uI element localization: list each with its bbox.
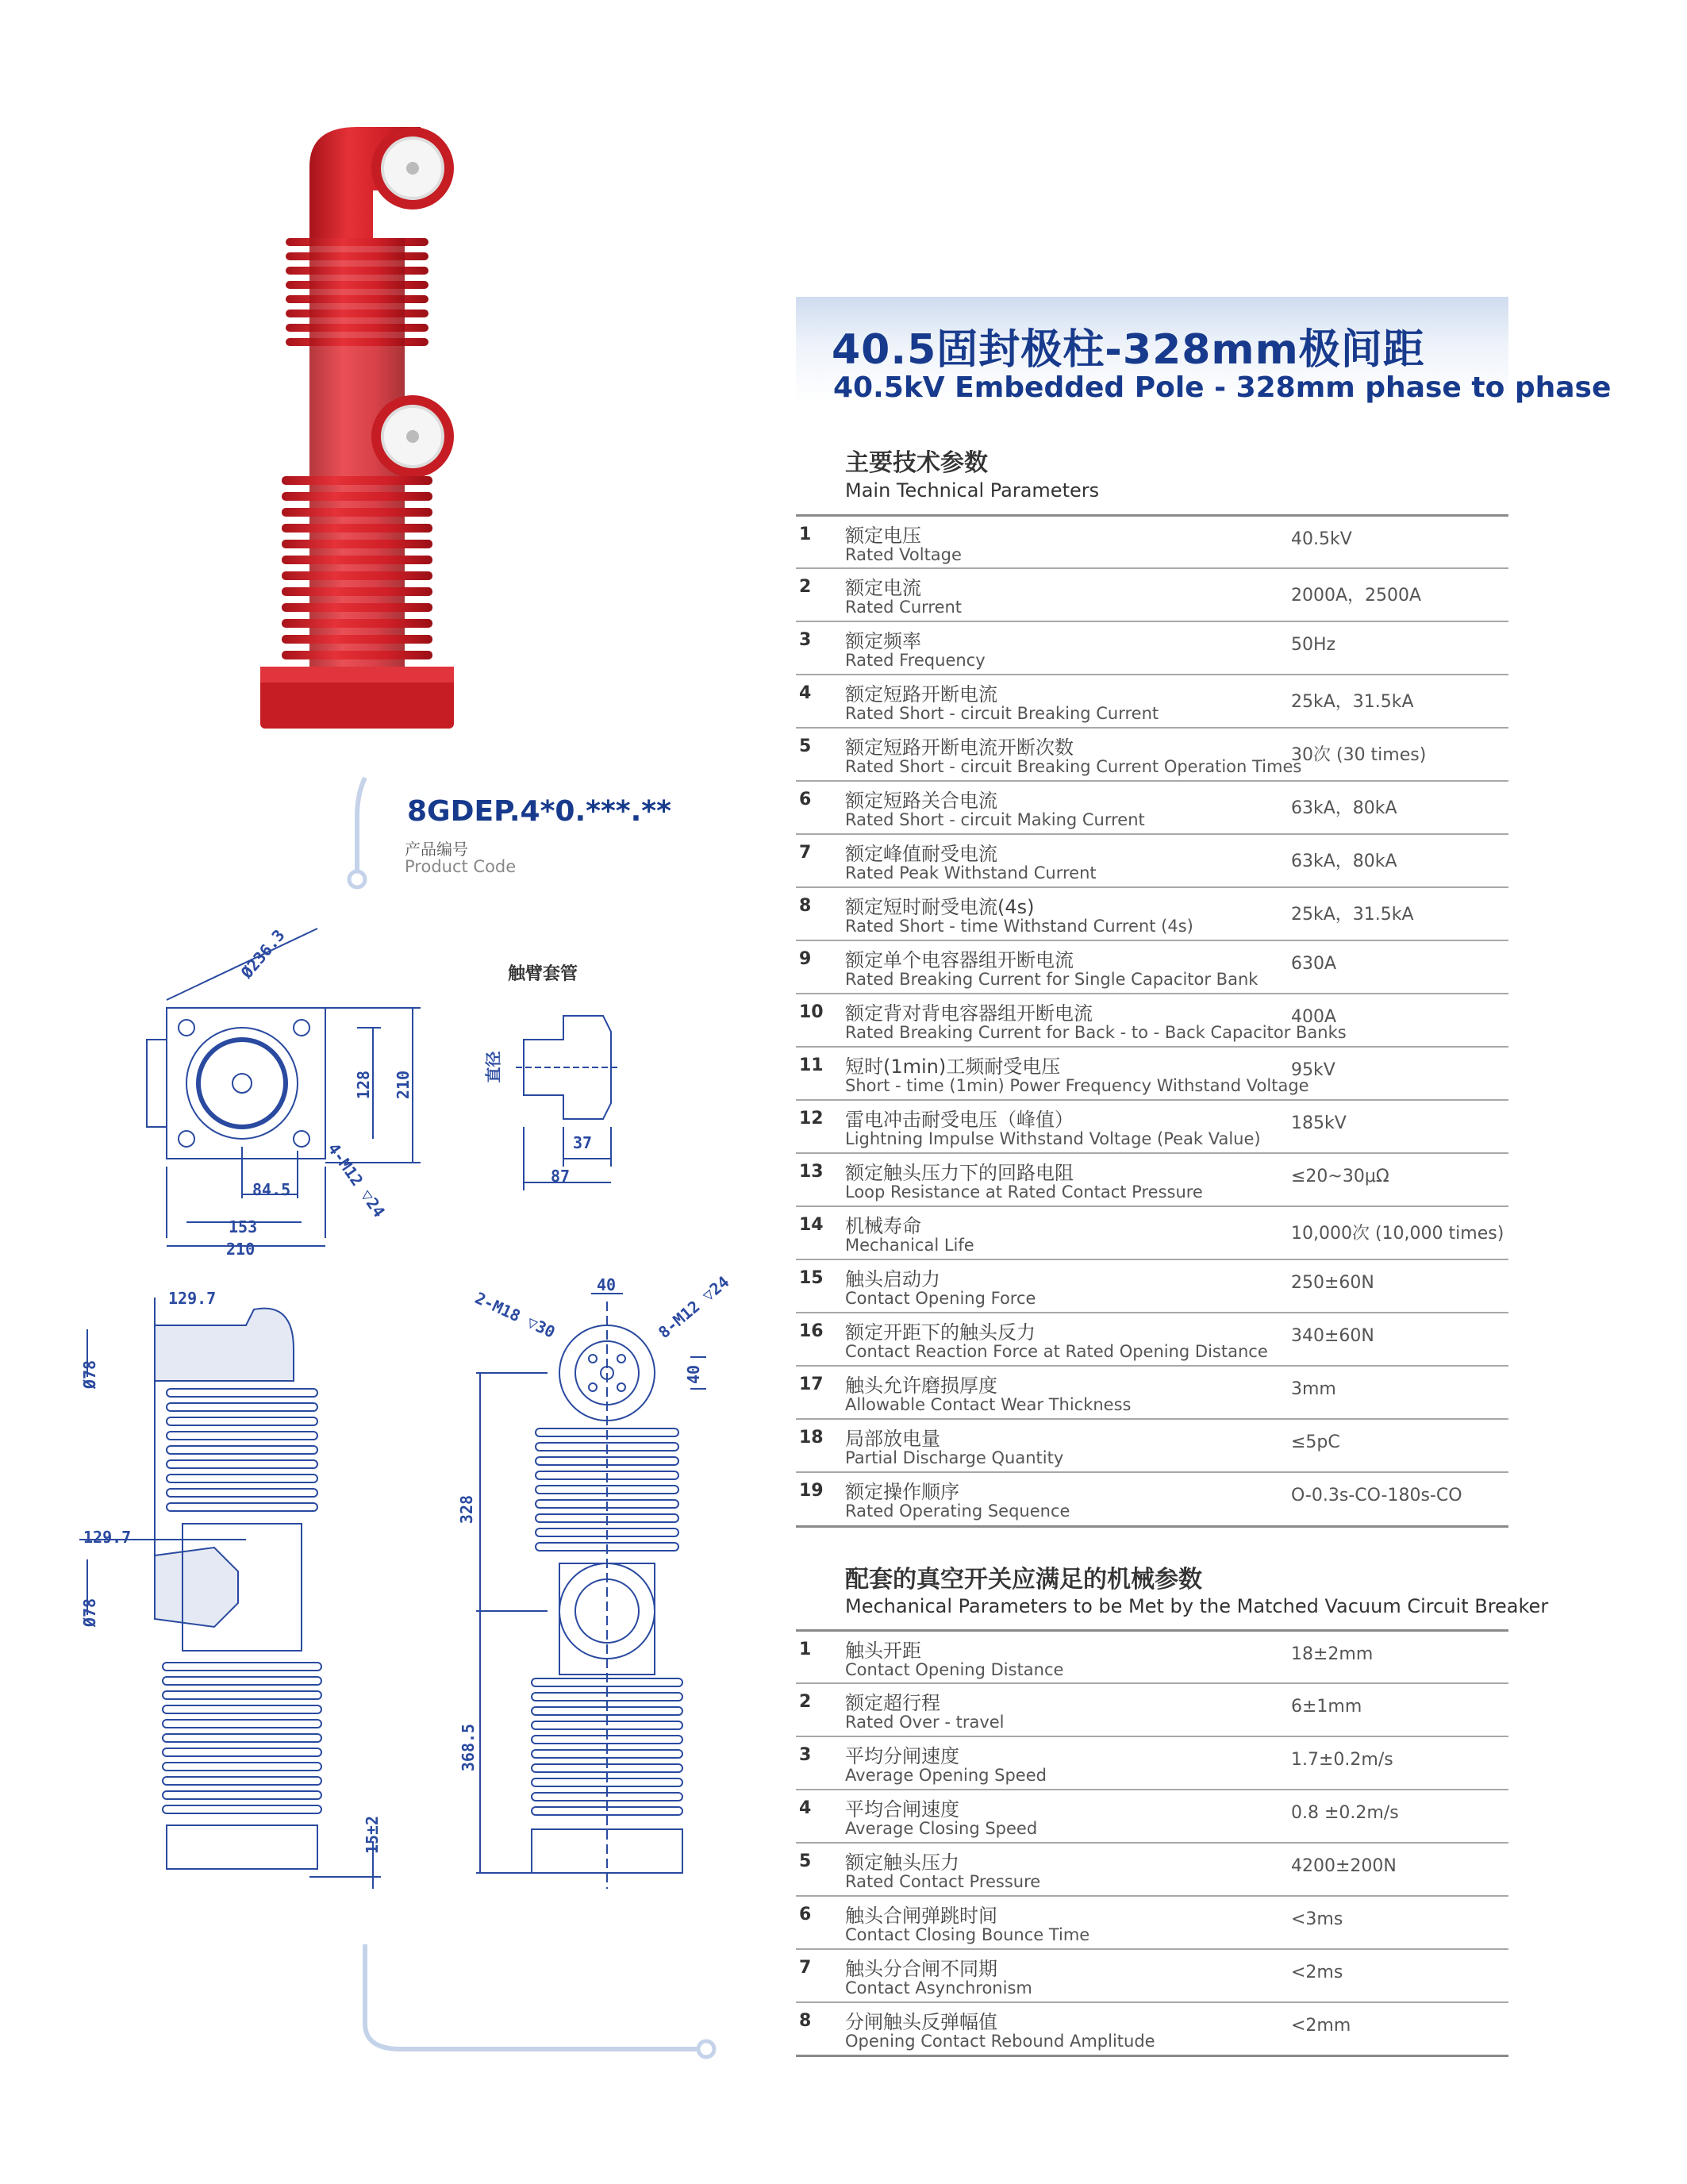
row-value: 50Hz bbox=[1291, 635, 1336, 655]
row-number: 13 bbox=[799, 1162, 824, 1182]
row-value: <2mm bbox=[1291, 2016, 1351, 2036]
row-number: 11 bbox=[799, 1055, 824, 1075]
row-label-cn: 额定背对背电容器组开断电流 bbox=[845, 1002, 1093, 1025]
dim-87: 87 bbox=[551, 1167, 571, 1186]
dim-4-m12: 4-M12 ▽24 bbox=[324, 1139, 390, 1221]
row-number: 2 bbox=[799, 577, 812, 597]
row-number: 5 bbox=[799, 1851, 812, 1871]
table-bottom-rule bbox=[796, 1525, 1508, 1528]
row-number: 1 bbox=[799, 1640, 812, 1659]
row-number: 2 bbox=[799, 1692, 812, 1712]
side-view-drawing bbox=[79, 1286, 397, 1889]
table-row bbox=[796, 1789, 1508, 1842]
mech-params-table bbox=[796, 1629, 1508, 2057]
row-label-cn: 额定短时耐受电流(4s) bbox=[845, 896, 1035, 918]
table-row bbox=[796, 1259, 1508, 1312]
dim-37: 37 bbox=[573, 1133, 593, 1152]
product-code-label-en: Product Code bbox=[405, 857, 517, 876]
table-row bbox=[796, 1895, 1508, 1948]
row-number: 14 bbox=[799, 1215, 824, 1235]
front-view-drawing bbox=[460, 1262, 733, 1889]
row-label-cn: 额定超行程 bbox=[845, 1692, 940, 1714]
table-row bbox=[796, 1736, 1508, 1789]
row-label-cn: 平均分闸速度 bbox=[845, 1745, 959, 1767]
row-label-cn: 额定开距下的触头反力 bbox=[845, 1321, 1036, 1344]
row-value: <2ms bbox=[1291, 1963, 1343, 1982]
bushing-label: 触臂套管 bbox=[508, 964, 578, 984]
row-label-en: Contact Closing Bounce Time bbox=[845, 1925, 1090, 1944]
dim-2-m18: 2-M18 ▽30 bbox=[472, 1288, 559, 1342]
table-row bbox=[796, 1099, 1508, 1152]
row-label-en: Average Closing Speed bbox=[845, 1819, 1038, 1838]
row-label-en: Allowable Contact Wear Thickness bbox=[845, 1395, 1132, 1414]
row-number: 17 bbox=[799, 1375, 824, 1394]
dim-236: Ø236.3 bbox=[236, 925, 289, 982]
row-value: <3ms bbox=[1291, 1909, 1343, 1929]
row-number: 6 bbox=[799, 790, 812, 809]
row-label-cn: 额定短路开断电流 bbox=[845, 683, 997, 706]
row-label-en: Rated Breaking Current for Back - to - Back Capacitor Banks bbox=[845, 1023, 1347, 1042]
table-row bbox=[796, 514, 1508, 567]
row-number: 4 bbox=[799, 683, 812, 703]
table-row bbox=[796, 1152, 1508, 1205]
product-code: 8GDEP.4*0.***.** bbox=[407, 795, 671, 828]
main-params-heading-en: Main Technical Parameters bbox=[845, 479, 1100, 502]
row-number: 16 bbox=[799, 1321, 824, 1341]
table-row bbox=[796, 940, 1508, 993]
row-label-en: Rated Short - circuit Breaking Current Operation Times bbox=[845, 757, 1302, 776]
product-photo bbox=[238, 119, 476, 738]
row-label-cn: 额定短路关合电流 bbox=[845, 790, 997, 812]
row-label-en: Rated Over - travel bbox=[845, 1713, 1005, 1732]
table-row bbox=[796, 833, 1508, 886]
table-row bbox=[796, 780, 1508, 833]
row-label-en: Lightning Impulse Withstand Voltage (Peak Value) bbox=[845, 1129, 1261, 1148]
row-value: 40.5kV bbox=[1291, 529, 1352, 549]
dim-129-7-mid: 129.7 bbox=[83, 1528, 132, 1547]
row-value: ≤20~30μΩ bbox=[1291, 1167, 1389, 1186]
row-number: 3 bbox=[799, 1745, 812, 1765]
row-label-cn: 额定电压 bbox=[845, 525, 921, 547]
dim-210-horizontal: 210 bbox=[226, 1240, 256, 1259]
row-label-en: Rated Contact Pressure bbox=[845, 1872, 1041, 1891]
row-label-cn: 触头开距 bbox=[845, 1640, 921, 1662]
row-label-en: Loop Resistance at Rated Contact Pressure bbox=[845, 1182, 1203, 1202]
table-bottom-rule bbox=[796, 2055, 1508, 2057]
row-value: 3mm bbox=[1291, 1379, 1336, 1399]
dim-153: 153 bbox=[229, 1217, 258, 1236]
row-value: 4200±200N bbox=[1291, 1856, 1397, 1876]
row-value: 340±60N bbox=[1291, 1326, 1374, 1346]
row-number: 15 bbox=[799, 1268, 824, 1288]
row-value: 95kV bbox=[1291, 1060, 1335, 1080]
page-title-en: 40.5kV Embedded Pole - 328mm phase to phase bbox=[833, 371, 1612, 404]
table-row bbox=[796, 621, 1508, 674]
row-number: 4 bbox=[799, 1798, 812, 1818]
row-value: 400A bbox=[1291, 1007, 1337, 1027]
row-label-cn: 额定峰值耐受电流 bbox=[845, 843, 997, 865]
row-number: 10 bbox=[799, 1002, 824, 1022]
dim-129-7-top: 129.7 bbox=[168, 1289, 217, 1308]
table-row bbox=[796, 993, 1508, 1046]
row-label-en: Rated Peak Withstand Current bbox=[845, 863, 1097, 882]
row-value: 6±1mm bbox=[1291, 1697, 1362, 1717]
row-label-en: Rated Current bbox=[845, 598, 963, 617]
row-value: 1.7±0.2m/s bbox=[1291, 1750, 1393, 1770]
row-value: 630A bbox=[1291, 954, 1337, 974]
row-label-cn: 额定电流 bbox=[845, 577, 921, 599]
table-row bbox=[796, 1046, 1508, 1099]
row-label-en: Rated Short - circuit Breaking Current bbox=[845, 704, 1159, 723]
row-label-cn: 额定频率 bbox=[845, 630, 921, 652]
row-number: 1 bbox=[799, 525, 812, 544]
dim-128: 128 bbox=[354, 1070, 374, 1100]
row-label-cn: 平均合闸速度 bbox=[845, 1798, 959, 1821]
row-label-en: Rated Short - circuit Making Current bbox=[845, 810, 1145, 829]
top-view-drawing bbox=[135, 913, 428, 1270]
row-label-en: Rated Operating Sequence bbox=[845, 1502, 1070, 1521]
row-value: 185kV bbox=[1291, 1113, 1347, 1133]
dim-40-top: 40 bbox=[597, 1275, 617, 1294]
row-label-cn: 分闸触头反弹幅值 bbox=[845, 2011, 997, 2033]
row-label-en: Short - time (1min) Power Frequency Withstand Voltage bbox=[845, 1076, 1309, 1095]
table-row bbox=[796, 727, 1508, 780]
main-params-table bbox=[796, 514, 1508, 1528]
row-number: 12 bbox=[799, 1109, 824, 1129]
row-number: 7 bbox=[799, 1958, 812, 1978]
row-number: 5 bbox=[799, 736, 812, 756]
dim-15: 15±2 bbox=[363, 1815, 382, 1855]
row-label-cn: 雷电冲击耐受电压（峰值） bbox=[845, 1109, 1074, 1131]
row-number: 19 bbox=[799, 1481, 824, 1501]
dim-210-vertical: 210 bbox=[394, 1070, 413, 1100]
row-value: 0.8 ±0.2m/s bbox=[1291, 1803, 1399, 1823]
page-title-cn: 40.5固封极柱-328mm极间距 bbox=[832, 326, 1425, 374]
row-label-en: Contact Opening Distance bbox=[845, 1660, 1064, 1679]
row-label-en: Partial Discharge Quantity bbox=[845, 1448, 1064, 1467]
row-number: 8 bbox=[799, 2011, 812, 2031]
table-row bbox=[796, 1471, 1508, 1525]
table-row bbox=[796, 1682, 1508, 1736]
row-value: 30次 (30 times) bbox=[1291, 745, 1427, 765]
table-row bbox=[796, 674, 1508, 727]
table-row bbox=[796, 1312, 1508, 1365]
mech-params-heading-cn: 配套的真空开关应满足的机械参数 bbox=[845, 1566, 1202, 1594]
dim-78-mid: Ø78 bbox=[80, 1598, 100, 1628]
dim-diameter: 直径 bbox=[483, 1051, 503, 1083]
dim-368-5: 368.5 bbox=[459, 1723, 478, 1772]
row-number: 7 bbox=[799, 843, 812, 863]
row-label-cn: 触头允许磨损厚度 bbox=[845, 1375, 997, 1397]
row-label-en: Contact Opening Force bbox=[845, 1289, 1036, 1308]
mech-params-heading-en: Mechanical Parameters to be Met by the Matched Vacuum Circuit Breaker bbox=[845, 1595, 1549, 1617]
row-label-en: Average Opening Speed bbox=[845, 1766, 1047, 1785]
table-row bbox=[796, 567, 1508, 621]
row-label-cn: 额定触头压力下的回路电阻 bbox=[845, 1162, 1074, 1184]
table-row bbox=[796, 1205, 1508, 1259]
row-label-en: Rated Voltage bbox=[845, 545, 962, 564]
row-label-en: Contact Asynchronism bbox=[845, 1978, 1032, 1998]
row-value: 18±2mm bbox=[1291, 1644, 1374, 1664]
row-value: 250±60N bbox=[1291, 1273, 1374, 1293]
row-label-cn: 额定单个电容器组开断电流 bbox=[845, 949, 1074, 971]
main-params-heading-cn: 主要技术参数 bbox=[845, 449, 988, 477]
bushing-drawing bbox=[476, 992, 635, 1190]
row-value: 63kA，80kA bbox=[1291, 852, 1397, 871]
row-label-en: Opening Contact Rebound Amplitude bbox=[845, 2032, 1155, 2051]
dim-40-side: 40 bbox=[684, 1364, 704, 1385]
table-row bbox=[796, 1842, 1508, 1895]
row-label-cn: 机械寿命 bbox=[845, 1215, 921, 1237]
table-row bbox=[796, 1948, 1508, 2001]
row-label-en: Rated Short - time Withstand Current (4s) bbox=[845, 917, 1193, 936]
row-number: 9 bbox=[799, 949, 812, 969]
row-number: 3 bbox=[799, 630, 812, 650]
row-value: 25kA，31.5kA bbox=[1291, 692, 1414, 712]
product-code-label-cn: 产品编号 bbox=[405, 840, 468, 859]
table-row bbox=[796, 1365, 1508, 1418]
code-connector-line bbox=[341, 770, 373, 897]
row-label-cn: 触头启动力 bbox=[845, 1268, 940, 1290]
dim-328: 328 bbox=[457, 1494, 477, 1525]
bottom-connector-line bbox=[349, 1936, 730, 2071]
row-value: 10,000次 (10,000 times) bbox=[1291, 1224, 1504, 1244]
dim-78-top: Ø78 bbox=[80, 1359, 100, 1390]
row-label-cn: 触头合闸弹跳时间 bbox=[845, 1905, 997, 1927]
row-label-en: Contact Reaction Force at Rated Opening Distance bbox=[845, 1342, 1268, 1361]
row-label-cn: 局部放电量 bbox=[845, 1428, 940, 1450]
row-label-cn: 触头分合闸不同期 bbox=[845, 1958, 997, 1980]
row-label-cn: 短时(1min)工频耐受电压 bbox=[845, 1055, 1061, 1078]
table-row bbox=[796, 2001, 1508, 2055]
row-label-en: Rated Breaking Current for Single Capacitor Bank bbox=[845, 970, 1259, 989]
dim-8-m12: 8-M12 ▽24 bbox=[654, 1271, 733, 1343]
row-label-cn: 额定操作顺序 bbox=[845, 1481, 959, 1503]
table-row bbox=[796, 886, 1508, 940]
row-value: 2000A，2500A bbox=[1291, 586, 1422, 606]
row-number: 6 bbox=[799, 1905, 812, 1924]
row-value: 25kA，31.5kA bbox=[1291, 905, 1414, 925]
row-value: ≤5pC bbox=[1291, 1432, 1340, 1452]
row-number: 8 bbox=[799, 896, 812, 916]
table-row bbox=[796, 1418, 1508, 1471]
row-value: O-0.3s-CO-180s-CO bbox=[1291, 1486, 1462, 1505]
row-label-en: Rated Frequency bbox=[845, 651, 986, 670]
row-label-en: Mechanical Life bbox=[845, 1236, 974, 1255]
row-value: 63kA，80kA bbox=[1291, 798, 1397, 818]
row-number: 18 bbox=[799, 1428, 824, 1448]
table-row bbox=[796, 1629, 1508, 1682]
dim-84-5: 84.5 bbox=[252, 1180, 291, 1199]
row-label-cn: 额定触头压力 bbox=[845, 1851, 959, 1874]
row-label-cn: 额定短路开断电流开断次数 bbox=[845, 736, 1074, 759]
